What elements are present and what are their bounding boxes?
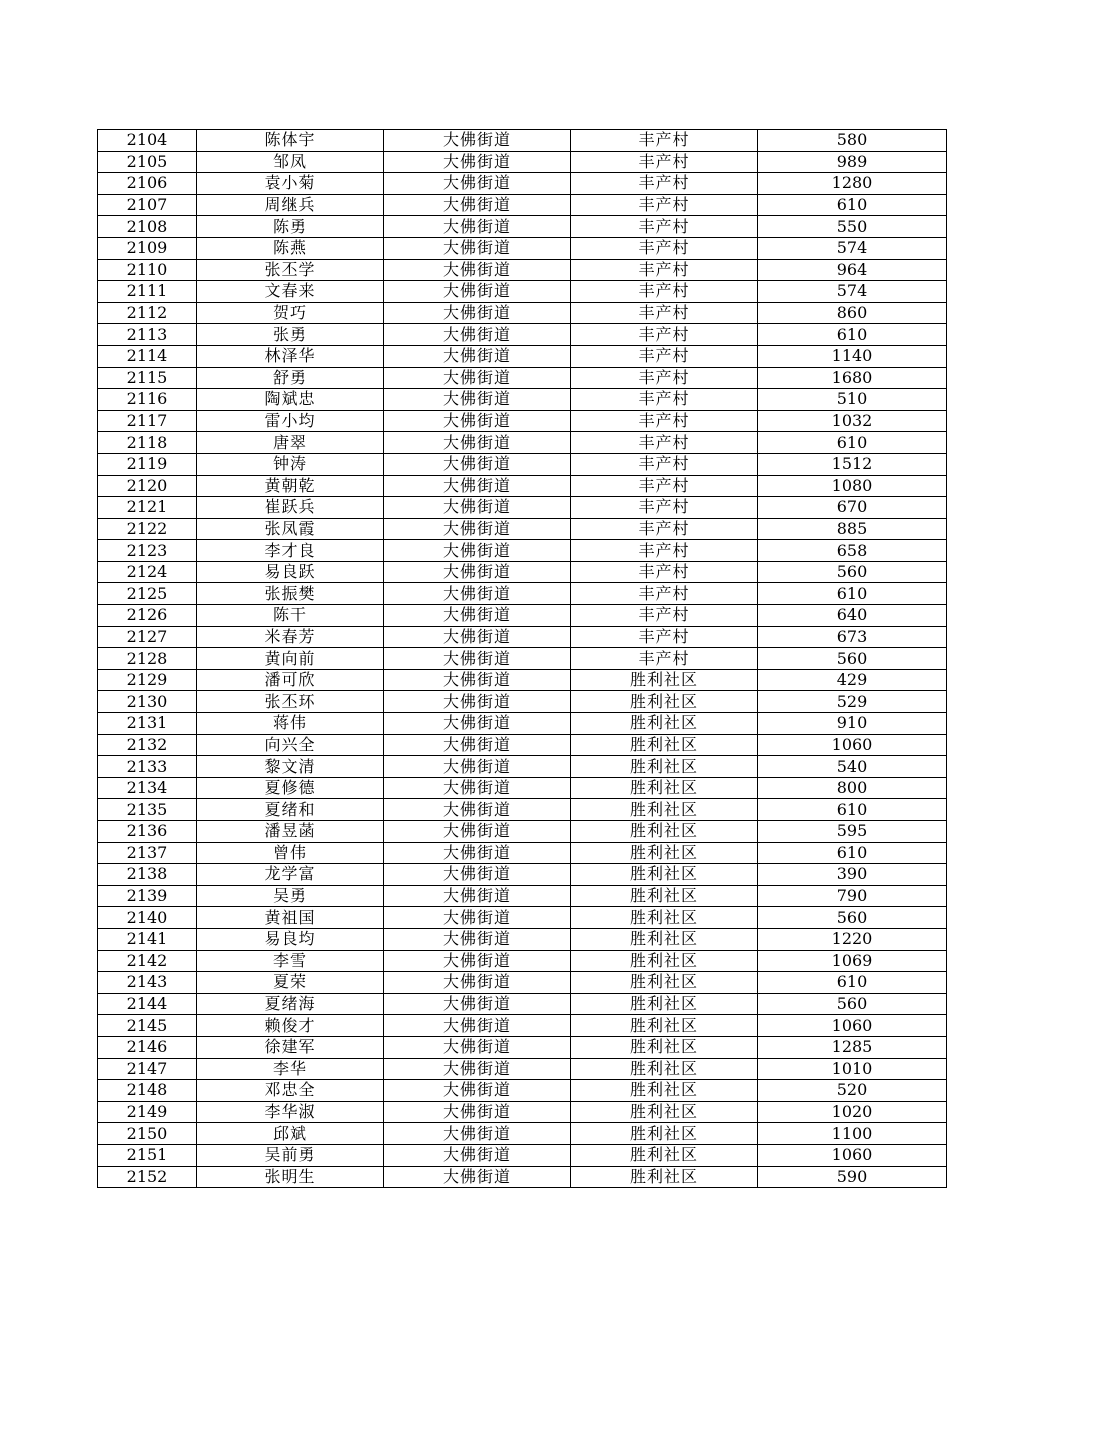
name-cell: 崔跃兵 <box>197 497 384 519</box>
community-cell: 胜利社区 <box>571 993 758 1015</box>
street-cell: 大佛街道 <box>384 799 571 821</box>
amount-cell: 574 <box>758 281 947 303</box>
street-cell: 大佛街道 <box>384 907 571 929</box>
street-cell: 大佛街道 <box>384 453 571 475</box>
table-row <box>98 777 947 799</box>
amount-cell: 580 <box>758 130 947 152</box>
serial-number-cell: 2150 <box>98 1123 197 1145</box>
serial-number-cell: 2117 <box>98 410 197 432</box>
name-cell: 徐建军 <box>197 1036 384 1058</box>
amount-cell: 989 <box>758 151 947 173</box>
community-cell: 丰产村 <box>571 453 758 475</box>
community-cell: 胜利社区 <box>571 713 758 735</box>
community-cell: 胜利社区 <box>571 950 758 972</box>
street-cell: 大佛街道 <box>384 497 571 519</box>
street-cell: 大佛街道 <box>384 302 571 324</box>
amount-cell: 658 <box>758 540 947 562</box>
name-cell: 黄向前 <box>197 648 384 670</box>
community-cell: 丰产村 <box>571 518 758 540</box>
table-row <box>98 864 947 886</box>
serial-number-cell: 2113 <box>98 324 197 346</box>
community-cell: 丰产村 <box>571 540 758 562</box>
name-cell: 龙学富 <box>197 864 384 886</box>
street-cell: 大佛街道 <box>384 734 571 756</box>
street-cell: 大佛街道 <box>384 821 571 843</box>
amount-cell: 1020 <box>758 1101 947 1123</box>
serial-number-cell: 2129 <box>98 669 197 691</box>
name-cell: 袁小菊 <box>197 173 384 195</box>
name-cell: 夏修德 <box>197 777 384 799</box>
community-cell: 胜利社区 <box>571 1144 758 1166</box>
table-row <box>98 475 947 497</box>
amount-cell: 540 <box>758 756 947 778</box>
street-cell: 大佛街道 <box>384 1015 571 1037</box>
serial-number-cell: 2121 <box>98 497 197 519</box>
table-row <box>98 1123 947 1145</box>
amount-cell: 860 <box>758 302 947 324</box>
serial-number-cell: 2148 <box>98 1080 197 1102</box>
community-cell: 胜利社区 <box>571 864 758 886</box>
street-cell: 大佛街道 <box>384 648 571 670</box>
name-cell: 向兴全 <box>197 734 384 756</box>
table-row <box>98 583 947 605</box>
street-cell: 大佛街道 <box>384 237 571 259</box>
street-cell: 大佛街道 <box>384 1080 571 1102</box>
street-cell: 大佛街道 <box>384 367 571 389</box>
amount-cell: 1280 <box>758 173 947 195</box>
name-cell: 张丕环 <box>197 691 384 713</box>
table-row <box>98 756 947 778</box>
name-cell: 陈干 <box>197 605 384 627</box>
street-cell: 大佛街道 <box>384 756 571 778</box>
amount-cell: 550 <box>758 216 947 238</box>
serial-number-cell: 2138 <box>98 864 197 886</box>
serial-number-cell: 2120 <box>98 475 197 497</box>
amount-cell: 964 <box>758 259 947 281</box>
amount-cell: 595 <box>758 821 947 843</box>
street-cell: 大佛街道 <box>384 194 571 216</box>
amount-cell: 800 <box>758 777 947 799</box>
name-cell: 米春芳 <box>197 626 384 648</box>
serial-number-cell: 2130 <box>98 691 197 713</box>
street-cell: 大佛街道 <box>384 885 571 907</box>
serial-number-cell: 2147 <box>98 1058 197 1080</box>
community-cell: 丰产村 <box>571 497 758 519</box>
street-cell: 大佛街道 <box>384 777 571 799</box>
name-cell: 陈燕 <box>197 237 384 259</box>
community-cell: 胜利社区 <box>571 1080 758 1102</box>
serial-number-cell: 2140 <box>98 907 197 929</box>
amount-cell: 560 <box>758 907 947 929</box>
street-cell: 大佛街道 <box>384 410 571 432</box>
name-cell: 舒勇 <box>197 367 384 389</box>
community-cell: 胜利社区 <box>571 756 758 778</box>
serial-number-cell: 2131 <box>98 713 197 735</box>
amount-cell: 1285 <box>758 1036 947 1058</box>
street-cell: 大佛街道 <box>384 713 571 735</box>
community-cell: 胜利社区 <box>571 928 758 950</box>
amount-cell: 529 <box>758 691 947 713</box>
name-cell: 易良均 <box>197 928 384 950</box>
community-cell: 胜利社区 <box>571 885 758 907</box>
serial-number-cell: 2119 <box>98 453 197 475</box>
community-cell: 丰产村 <box>571 237 758 259</box>
street-cell: 大佛街道 <box>384 1036 571 1058</box>
amount-cell: 673 <box>758 626 947 648</box>
name-cell: 黄祖国 <box>197 907 384 929</box>
document-page <box>97 129 946 1188</box>
name-cell: 贺巧 <box>197 302 384 324</box>
name-cell: 周继兵 <box>197 194 384 216</box>
table-row <box>98 1036 947 1058</box>
amount-cell: 610 <box>758 842 947 864</box>
community-cell: 胜利社区 <box>571 1058 758 1080</box>
street-cell: 大佛街道 <box>384 173 571 195</box>
amount-cell: 1010 <box>758 1058 947 1080</box>
table-row <box>98 410 947 432</box>
table-row <box>98 302 947 324</box>
name-cell: 邓忠全 <box>197 1080 384 1102</box>
street-cell: 大佛街道 <box>384 518 571 540</box>
street-cell: 大佛街道 <box>384 389 571 411</box>
table-row <box>98 907 947 929</box>
serial-number-cell: 2146 <box>98 1036 197 1058</box>
community-cell: 丰产村 <box>571 151 758 173</box>
table-row <box>98 734 947 756</box>
street-cell: 大佛街道 <box>384 950 571 972</box>
name-cell: 张勇 <box>197 324 384 346</box>
table-row <box>98 1166 947 1188</box>
street-cell: 大佛街道 <box>384 626 571 648</box>
amount-cell: 1069 <box>758 950 947 972</box>
amount-cell: 1060 <box>758 734 947 756</box>
serial-number-cell: 2128 <box>98 648 197 670</box>
amount-cell: 885 <box>758 518 947 540</box>
table-row <box>98 453 947 475</box>
community-cell: 丰产村 <box>571 173 758 195</box>
name-cell: 易良跃 <box>197 561 384 583</box>
amount-cell: 574 <box>758 237 947 259</box>
serial-number-cell: 2106 <box>98 173 197 195</box>
community-cell: 丰产村 <box>571 259 758 281</box>
name-cell: 张明生 <box>197 1166 384 1188</box>
amount-cell: 670 <box>758 497 947 519</box>
serial-number-cell: 2151 <box>98 1144 197 1166</box>
name-cell: 邱斌 <box>197 1123 384 1145</box>
amount-cell: 510 <box>758 389 947 411</box>
table-row <box>98 237 947 259</box>
serial-number-cell: 2145 <box>98 1015 197 1037</box>
table-row <box>98 324 947 346</box>
street-cell: 大佛街道 <box>384 1144 571 1166</box>
serial-number-cell: 2115 <box>98 367 197 389</box>
community-cell: 丰产村 <box>571 130 758 152</box>
table-row <box>98 259 947 281</box>
serial-number-cell: 2116 <box>98 389 197 411</box>
table-row <box>98 518 947 540</box>
table-row <box>98 885 947 907</box>
serial-number-cell: 2107 <box>98 194 197 216</box>
community-cell: 胜利社区 <box>571 1123 758 1145</box>
street-cell: 大佛街道 <box>384 345 571 367</box>
amount-cell: 1060 <box>758 1015 947 1037</box>
amount-cell: 610 <box>758 972 947 994</box>
serial-number-cell: 2137 <box>98 842 197 864</box>
serial-number-cell: 2133 <box>98 756 197 778</box>
amount-cell: 790 <box>758 885 947 907</box>
serial-number-cell: 2126 <box>98 605 197 627</box>
name-cell: 李才良 <box>197 540 384 562</box>
community-cell: 丰产村 <box>571 626 758 648</box>
serial-number-cell: 2149 <box>98 1101 197 1123</box>
table-row <box>98 821 947 843</box>
name-cell: 夏荣 <box>197 972 384 994</box>
serial-number-cell: 2152 <box>98 1166 197 1188</box>
amount-cell: 610 <box>758 194 947 216</box>
name-cell: 蒋伟 <box>197 713 384 735</box>
name-cell: 张振樊 <box>197 583 384 605</box>
amount-cell: 1080 <box>758 475 947 497</box>
serial-number-cell: 2111 <box>98 281 197 303</box>
name-cell: 唐翠 <box>197 432 384 454</box>
table-row <box>98 648 947 670</box>
name-cell: 李雪 <box>197 950 384 972</box>
community-cell: 胜利社区 <box>571 691 758 713</box>
community-cell: 丰产村 <box>571 345 758 367</box>
name-cell: 吴勇 <box>197 885 384 907</box>
community-cell: 胜利社区 <box>571 1166 758 1188</box>
community-cell: 丰产村 <box>571 475 758 497</box>
serial-number-cell: 2139 <box>98 885 197 907</box>
street-cell: 大佛街道 <box>384 151 571 173</box>
name-cell: 雷小均 <box>197 410 384 432</box>
community-cell: 胜利社区 <box>571 669 758 691</box>
amount-cell: 429 <box>758 669 947 691</box>
street-cell: 大佛街道 <box>384 842 571 864</box>
amount-cell: 610 <box>758 583 947 605</box>
amount-cell: 610 <box>758 324 947 346</box>
table-row <box>98 561 947 583</box>
amount-cell: 910 <box>758 713 947 735</box>
amount-cell: 1060 <box>758 1144 947 1166</box>
community-cell: 丰产村 <box>571 367 758 389</box>
community-cell: 胜利社区 <box>571 907 758 929</box>
amount-cell: 1140 <box>758 345 947 367</box>
street-cell: 大佛街道 <box>384 561 571 583</box>
table-row <box>98 389 947 411</box>
street-cell: 大佛街道 <box>384 475 571 497</box>
name-cell: 陈体宇 <box>197 130 384 152</box>
amount-cell: 1220 <box>758 928 947 950</box>
name-cell: 黎文清 <box>197 756 384 778</box>
table-row <box>98 194 947 216</box>
street-cell: 大佛街道 <box>384 540 571 562</box>
name-cell: 黄朝乾 <box>197 475 384 497</box>
name-cell: 潘昱菡 <box>197 821 384 843</box>
table-row <box>98 1101 947 1123</box>
name-cell: 潘可欣 <box>197 669 384 691</box>
community-cell: 胜利社区 <box>571 734 758 756</box>
serial-number-cell: 2114 <box>98 345 197 367</box>
name-cell: 林泽华 <box>197 345 384 367</box>
serial-number-cell: 2109 <box>98 237 197 259</box>
table-row <box>98 928 947 950</box>
community-cell: 丰产村 <box>571 561 758 583</box>
table-row <box>98 605 947 627</box>
table-row <box>98 626 947 648</box>
serial-number-cell: 2123 <box>98 540 197 562</box>
serial-number-cell: 2105 <box>98 151 197 173</box>
table-body <box>98 130 947 1188</box>
street-cell: 大佛街道 <box>384 691 571 713</box>
amount-cell: 1680 <box>758 367 947 389</box>
name-cell: 夏绪和 <box>197 799 384 821</box>
serial-number-cell: 2112 <box>98 302 197 324</box>
community-cell: 丰产村 <box>571 410 758 432</box>
table-row <box>98 345 947 367</box>
street-cell: 大佛街道 <box>384 864 571 886</box>
table-row <box>98 950 947 972</box>
amount-cell: 560 <box>758 561 947 583</box>
street-cell: 大佛街道 <box>384 1058 571 1080</box>
table-row <box>98 173 947 195</box>
community-cell: 丰产村 <box>571 432 758 454</box>
serial-number-cell: 2104 <box>98 130 197 152</box>
street-cell: 大佛街道 <box>384 669 571 691</box>
street-cell: 大佛街道 <box>384 583 571 605</box>
community-cell: 丰产村 <box>571 194 758 216</box>
serial-number-cell: 2110 <box>98 259 197 281</box>
amount-cell: 640 <box>758 605 947 627</box>
name-cell: 赖俊才 <box>197 1015 384 1037</box>
community-cell: 胜利社区 <box>571 821 758 843</box>
amount-cell: 1100 <box>758 1123 947 1145</box>
community-cell: 丰产村 <box>571 302 758 324</box>
community-cell: 胜利社区 <box>571 799 758 821</box>
community-cell: 胜利社区 <box>571 777 758 799</box>
table-row <box>98 497 947 519</box>
amount-cell: 590 <box>758 1166 947 1188</box>
serial-number-cell: 2124 <box>98 561 197 583</box>
serial-number-cell: 2144 <box>98 993 197 1015</box>
table-row <box>98 713 947 735</box>
name-cell: 曾伟 <box>197 842 384 864</box>
table-row <box>98 540 947 562</box>
street-cell: 大佛街道 <box>384 281 571 303</box>
table-row <box>98 1058 947 1080</box>
street-cell: 大佛街道 <box>384 1123 571 1145</box>
amount-cell: 560 <box>758 993 947 1015</box>
street-cell: 大佛街道 <box>384 324 571 346</box>
table-row <box>98 842 947 864</box>
name-cell: 李华淑 <box>197 1101 384 1123</box>
serial-number-cell: 2125 <box>98 583 197 605</box>
community-cell: 胜利社区 <box>571 1015 758 1037</box>
amount-cell: 610 <box>758 799 947 821</box>
community-cell: 胜利社区 <box>571 1101 758 1123</box>
table-row <box>98 972 947 994</box>
name-cell: 张凤霞 <box>197 518 384 540</box>
name-cell: 陶斌忠 <box>197 389 384 411</box>
community-cell: 胜利社区 <box>571 842 758 864</box>
serial-number-cell: 2122 <box>98 518 197 540</box>
community-cell: 丰产村 <box>571 324 758 346</box>
table-row <box>98 216 947 238</box>
amount-cell: 1032 <box>758 410 947 432</box>
serial-number-cell: 2141 <box>98 928 197 950</box>
serial-number-cell: 2143 <box>98 972 197 994</box>
table-row <box>98 993 947 1015</box>
street-cell: 大佛街道 <box>384 130 571 152</box>
table-row <box>98 151 947 173</box>
community-cell: 丰产村 <box>571 389 758 411</box>
serial-number-cell: 2135 <box>98 799 197 821</box>
amount-cell: 610 <box>758 432 947 454</box>
community-cell: 胜利社区 <box>571 1036 758 1058</box>
amount-cell: 560 <box>758 648 947 670</box>
street-cell: 大佛街道 <box>384 993 571 1015</box>
amount-cell: 1512 <box>758 453 947 475</box>
street-cell: 大佛街道 <box>384 259 571 281</box>
street-cell: 大佛街道 <box>384 1166 571 1188</box>
serial-number-cell: 2134 <box>98 777 197 799</box>
name-cell: 张丕学 <box>197 259 384 281</box>
serial-number-cell: 2136 <box>98 821 197 843</box>
name-cell: 钟涛 <box>197 453 384 475</box>
table-row <box>98 669 947 691</box>
name-cell: 文春来 <box>197 281 384 303</box>
serial-number-cell: 2132 <box>98 734 197 756</box>
name-cell: 李华 <box>197 1058 384 1080</box>
table-row <box>98 1080 947 1102</box>
community-cell: 丰产村 <box>571 648 758 670</box>
amount-cell: 520 <box>758 1080 947 1102</box>
table-row <box>98 1015 947 1037</box>
table-row <box>98 691 947 713</box>
serial-number-cell: 2127 <box>98 626 197 648</box>
serial-number-cell: 2142 <box>98 950 197 972</box>
serial-number-cell: 2108 <box>98 216 197 238</box>
community-cell: 丰产村 <box>571 605 758 627</box>
street-cell: 大佛街道 <box>384 216 571 238</box>
street-cell: 大佛街道 <box>384 972 571 994</box>
table-row <box>98 1144 947 1166</box>
community-cell: 丰产村 <box>571 583 758 605</box>
name-cell: 邹凤 <box>197 151 384 173</box>
data-table <box>97 129 947 1188</box>
street-cell: 大佛街道 <box>384 605 571 627</box>
street-cell: 大佛街道 <box>384 1101 571 1123</box>
community-cell: 胜利社区 <box>571 972 758 994</box>
community-cell: 丰产村 <box>571 281 758 303</box>
table-row <box>98 432 947 454</box>
street-cell: 大佛街道 <box>384 928 571 950</box>
name-cell: 吴前勇 <box>197 1144 384 1166</box>
name-cell: 夏绪海 <box>197 993 384 1015</box>
amount-cell: 390 <box>758 864 947 886</box>
name-cell: 陈勇 <box>197 216 384 238</box>
table-row <box>98 281 947 303</box>
table-row <box>98 367 947 389</box>
street-cell: 大佛街道 <box>384 432 571 454</box>
community-cell: 丰产村 <box>571 216 758 238</box>
table-row <box>98 130 947 152</box>
serial-number-cell: 2118 <box>98 432 197 454</box>
table-row <box>98 799 947 821</box>
